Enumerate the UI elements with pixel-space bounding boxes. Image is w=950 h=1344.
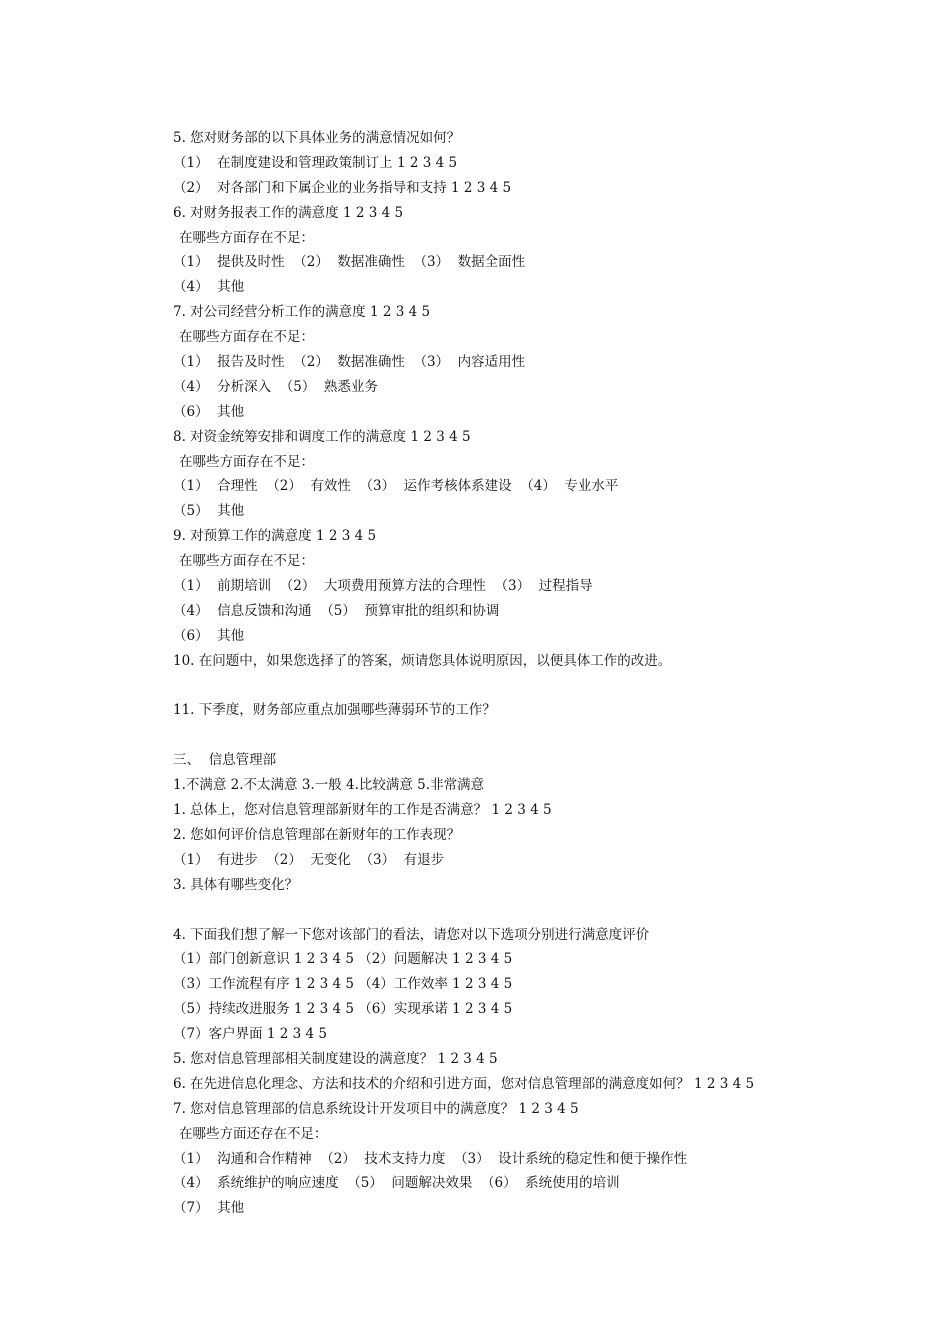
text-line: （1） 合理性 （2） 有效性 （3） 运作考核体系建设 （4） 专业水平	[173, 478, 619, 495]
text-line: 4. 下面我们想了解一下您对该部门的看法，请您对以下选项分别进行满意度评价	[173, 926, 650, 943]
text-line: 1. 总体上，您对信息管理部新财年的工作是否满意？ 1 2 3 4 5	[173, 802, 552, 819]
text-line: （1）部门创新意识 1 2 3 4 5 （2）问题解决 1 2 3 4 5	[173, 951, 513, 968]
text-line: 在哪些方面存在不足：	[179, 453, 314, 470]
text-line: 三、 信息管理部	[173, 752, 277, 769]
text-line: 在哪些方面存在不足：	[179, 329, 314, 346]
text-line: 在哪些方面存在不足：	[179, 229, 314, 246]
text-line: 8. 对资金统筹安排和调度工作的满意度 1 2 3 4 5	[173, 428, 471, 445]
text-line: （4） 其他	[173, 279, 245, 296]
text-line: （4） 系统维护的响应速度 （5） 问题解决效果 （6） 系统使用的培训	[173, 1175, 620, 1192]
text-line: （6） 其他	[173, 403, 245, 420]
blank-line	[173, 723, 913, 748]
text-line: （5）持续改进服务 1 2 3 4 5 （6）实现承诺 1 2 3 4 5	[173, 1001, 513, 1018]
text-line: （4） 分析深入 （5） 熟悉业务	[173, 378, 378, 395]
blank-line	[173, 898, 913, 923]
text-line: （1） 报告及时性 （2） 数据准确性 （3） 内容适用性	[173, 354, 526, 371]
text-line: 在哪些方面存在不足：	[179, 553, 314, 570]
text-line: （1） 沟通和合作精神 （2） 技术支持力度 （3） 设计系统的稳定性和便于操作性	[173, 1150, 688, 1167]
text-line: 2. 您如何评价信息管理部在新财年的工作表现？	[173, 826, 461, 843]
text-line: 7. 对公司经营分析工作的满意度 1 2 3 4 5	[173, 304, 431, 321]
text-line: （3）工作流程有序 1 2 3 4 5 （4）工作效率 1 2 3 4 5	[173, 976, 513, 993]
text-line: （1） 在制度建设和管理政策制订上 1 2 3 4 5	[173, 154, 458, 171]
text-line: 5. 您对财务部的以下具体业务的满意情况如何？	[173, 130, 461, 146]
text-line: 6. 在先进信息化理念、方法和技术的介绍和引进方面，您对信息管理部的满意度如何？ 1 2 3 4 5	[173, 1075, 755, 1092]
text-line: （1） 前期培训 （2） 大项费用预算方法的合理性 （3） 过程指导	[173, 578, 593, 595]
text-line: 在哪些方面还存在不足：	[179, 1125, 328, 1142]
text-line: （1） 有进步 （2） 无变化 （3） 有退步	[173, 851, 445, 868]
text-line: （6） 其他	[173, 627, 245, 644]
document-body	[173, 126, 913, 1221]
text-line: 3. 具体有哪些变化？	[173, 876, 299, 893]
text-line: 10. 在问题中，如果您选择了的答案，烦请您具体说明原因，以便具体工作的改进。	[173, 652, 672, 669]
text-line: （2） 对各部门和下属企业的业务指导和支持 1 2 3 4 5	[173, 179, 512, 196]
text-line: 1.不满意 2.不太满意 3.一般 4.比较满意 5.非常满意	[173, 777, 485, 794]
text-line: （4） 信息反馈和沟通 （5） 预算审批的组织和协调	[173, 602, 500, 619]
text-line: 6. 对财务报表工作的满意度 1 2 3 4 5	[173, 204, 404, 221]
text-line: （1） 提供及时性 （2） 数据准确性 （3） 数据全面性	[173, 254, 526, 271]
text-line: （7） 其他	[173, 1200, 245, 1217]
text-line: 5. 您对信息管理部相关制度建设的满意度？ 1 2 3 4 5	[173, 1050, 498, 1067]
text-line: 7. 您对信息管理部的信息系统设计开发项目中的满意度？ 1 2 3 4 5	[173, 1100, 579, 1117]
blank-line	[173, 674, 913, 699]
text-line: 9. 对预算工作的满意度 1 2 3 4 5	[173, 528, 377, 545]
text-line: （7）客户界面 1 2 3 4 5	[173, 1026, 327, 1043]
text-line: （5） 其他	[173, 503, 245, 520]
text-line: 11. 下季度，财务部应重点加强哪些薄弱环节的工作？	[173, 702, 496, 719]
